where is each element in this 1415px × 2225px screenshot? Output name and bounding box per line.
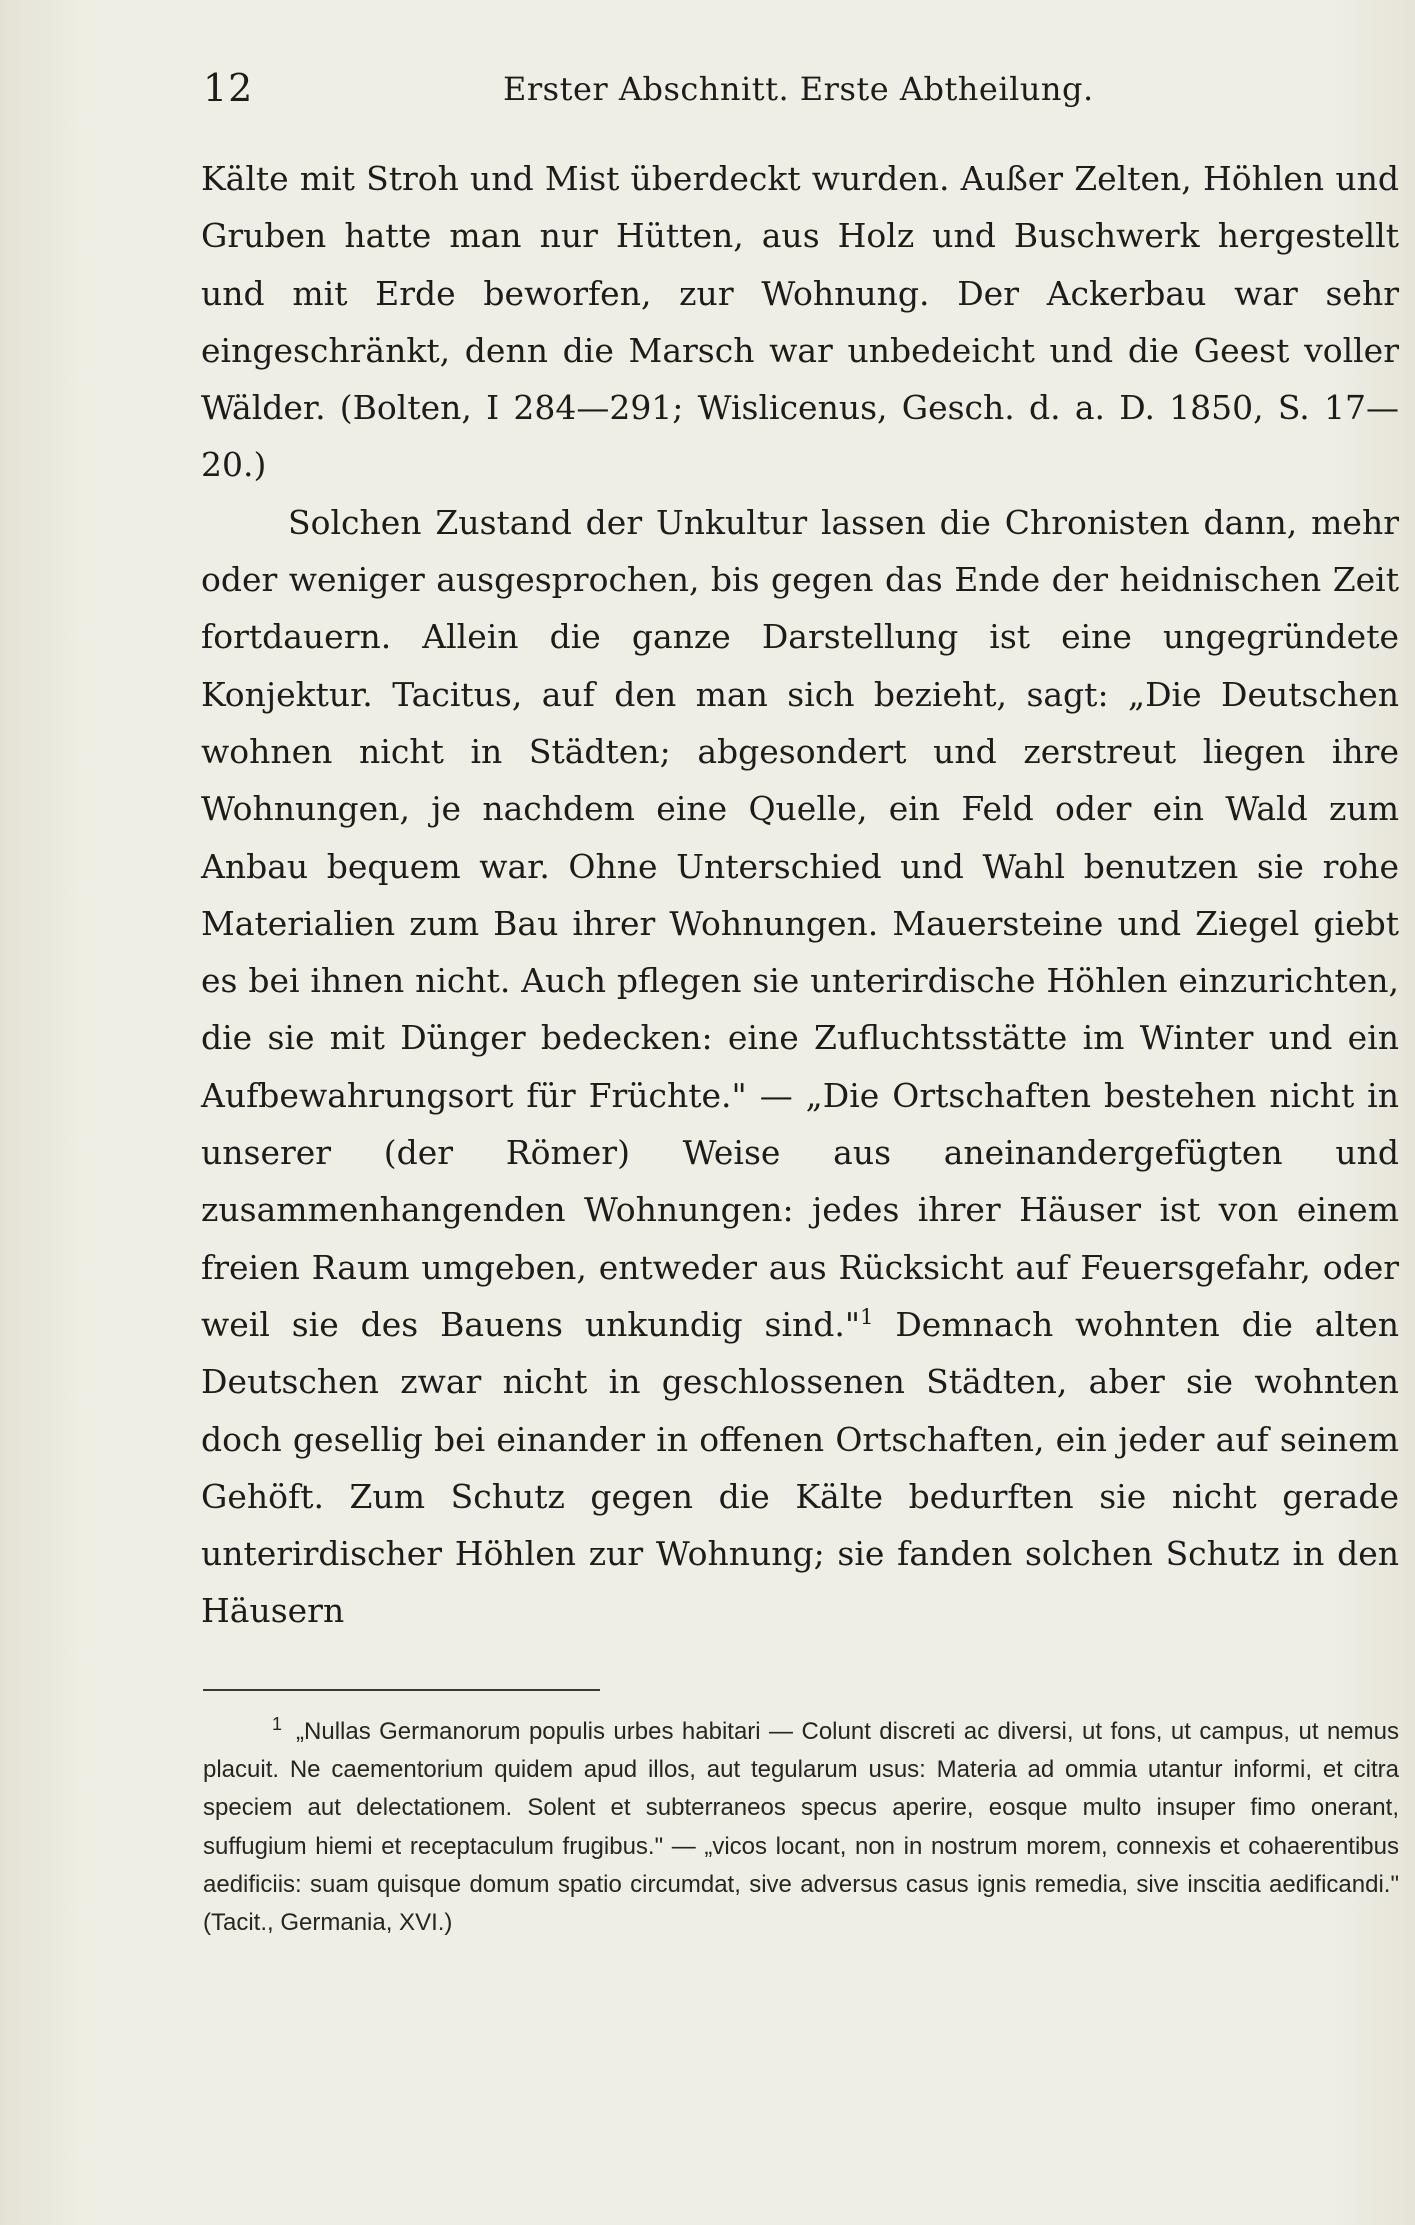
footnote-mark: 1 <box>272 1714 283 1734</box>
footnote-divider <box>203 1689 600 1691</box>
footnote-text: „Nullas Germanorum populis urbes habitari — Colunt discreti ac diversi, ut fons, ut campus, ut nemus placuit. Ne caementorium quidem apud illos, aut tegularum usus: Materia ad ommia utantur informi, et citra speciem aut delectationem. Solent et subterraneos specus aperire, eosque multo insuper fimo onerant, suffugium hiemi et receptaculum frugibus." — „vicos locant, non in nostrum morem, connexis et cohaerentibus aedificiis: suam quisque domum spatio circumdat, sive adversus casus ignis remedia, sive inscitia aedificandi." (Tacit., Germania, XVI.) <box>203 1718 1399 1937</box>
page-number: 12 <box>203 66 254 110</box>
paragraph: Kälte mit Stroh und Mist überdeckt wurden. Außer Zelten, Höhlen und Gruben hatte man nur Hütten, aus Holz und Buschwerk hergestellt und mit Erde beworfen, zur Wohnung. Der Ackerbau war sehr eingeschränkt, denn die Marsch war unbedeicht und die Geest voller Wälder. (Bolten, I 284—291; Wislicenus, Gesch. d. a. D. 1850, S. 17—20.) <box>201 159 1399 485</box>
running-head: Erster Abschnitt. Erste Abtheilung. <box>503 70 1094 108</box>
paragraph-text: Demnach wohnten die alten Deutschen zwar nicht in geschlossenen Städten, aber sie wohnten doch gesellig bei einander in offenen Ortschaften, ein jeder auf seinem Gehöft. Zum Schutz gegen die Kälte bedurften sie nicht gerade unterirdischer Höhlen zur Wohnung; sie fanden solchen Schutz in den Häusern <box>201 1304 1400 1631</box>
footnote <box>203 1713 1399 1942</box>
page-header <box>203 66 1399 116</box>
paragraph-text: Solchen Zustand der Unkultur lassen die Chronisten dann, mehr oder weniger ausgesprochen, bis gegen das Ende der heidnischen Zeit fortdauern. Allein die ganze Darstellung ist eine ungegründete Konjektur. Tacitus, auf den man sich bezieht, sagt: „Die Deutschen wohnen nicht in Städten; abgesondert und zerstreut liegen ihre Wohnungen, je nachdem eine Quelle, ein Feld oder ein Wald zum Anbau bequem war. Ohne Unterschied und Wahl benutzen sie rohe Materialien zum Bau ihrer Wohnungen. Mauersteine und Ziegel giebt es bei ihnen nicht. Auch pflegen sie unterirdische Höhlen einzurichten, die sie mit Dünger bedecken: eine Zufluchtsstätte im Winter und ein Aufbewahrungsort für Früchte." — „Die Ortschaften bestehen nicht in unserer (der Römer) Weise aus aneinandergefügten und zusammenhangenden Wohnungen: jedes ihrer Häuser ist von einem freien Raum umgeben, entweder aus Rücksicht auf Feuersgefahr, oder weil sie des Bauens unkundig sind." <box>201 502 1399 1344</box>
footnote-reference: 1 <box>860 1304 874 1329</box>
paragraph <box>201 494 1399 1640</box>
body-text <box>201 150 1399 1640</box>
